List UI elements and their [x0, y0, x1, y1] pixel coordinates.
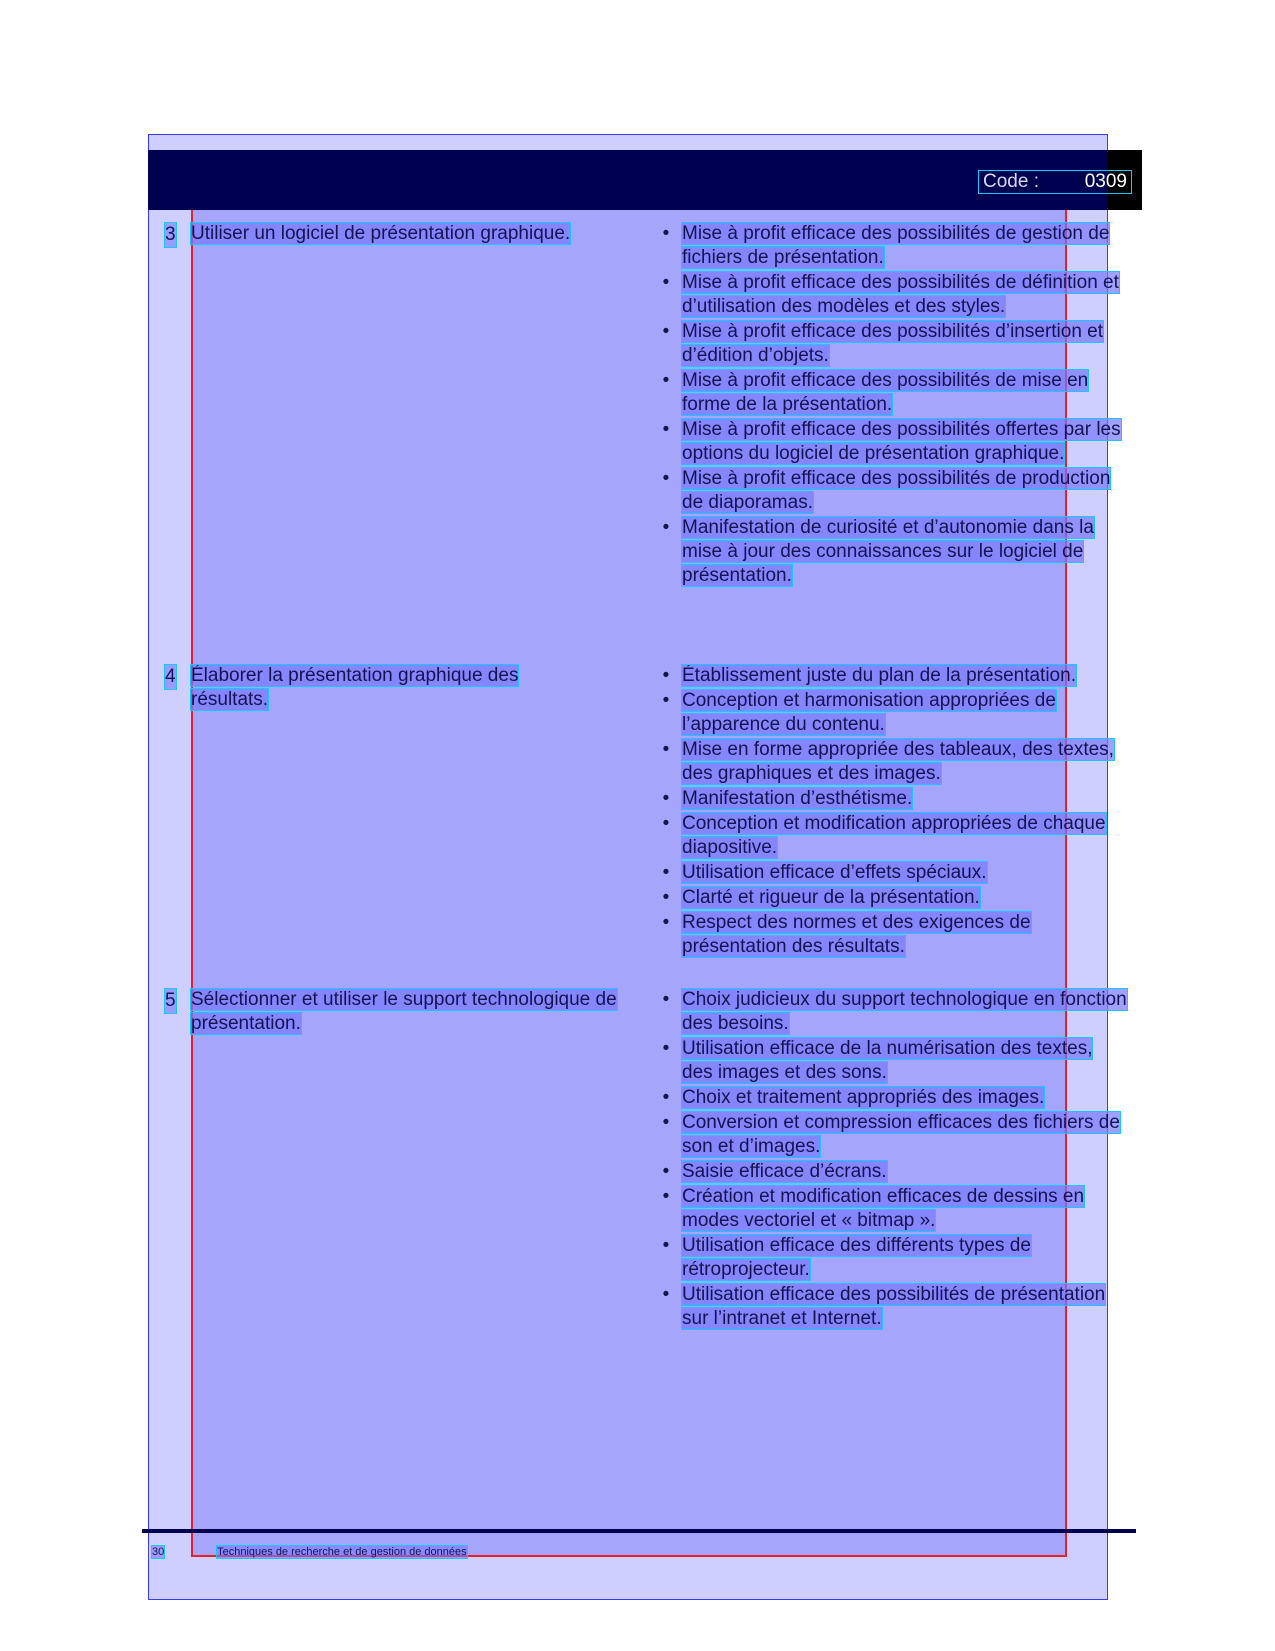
- section-number: 5: [164, 988, 177, 1014]
- criteria-item: • Choix et traitement appropriés des images.: [662, 1087, 1045, 1108]
- criteria-item: • Utilisation efficace des différents types de rétroprojecteur.: [662, 1235, 1031, 1280]
- criteria-item: • Mise en forme appropriée des tableaux, des textes, des graphiques et des images.: [662, 739, 1114, 784]
- code-label: Code :: [983, 171, 1039, 192]
- criteria-item: • Mise à profit efficace des possibilités de mise en forme de la présentation.: [662, 370, 1089, 415]
- criteria-item: • Mise à profit efficace des possibilités de production de diaporamas.: [662, 468, 1111, 513]
- criteria-item: • Utilisation efficace d’effets spéciaux.: [662, 862, 987, 883]
- criteria-item: • Manifestation d’esthétisme.: [662, 788, 913, 809]
- criteria-list: [658, 988, 1128, 1332]
- criteria-item: • Conversion et compression efficaces des fichiers de son et d’images.: [662, 1112, 1120, 1157]
- criteria-item: • Mise à profit efficace des possibilités de gestion de fichiers de présentation.: [662, 223, 1110, 268]
- criteria-item: • Mise à profit efficace des possibilités d’insertion et d’édition d’objets.: [662, 321, 1104, 366]
- criteria-list: [658, 664, 1128, 960]
- section-task: Élaborer la présentation graphique des résultats.: [191, 665, 519, 710]
- criteria-item: • Mise à profit efficace des possibilités de définition et d’utilisation des modèles et des styles.: [662, 272, 1119, 317]
- criteria-item: • Utilisation efficace des possibilités de présentation sur l’intranet et Internet.: [662, 1284, 1106, 1329]
- criteria-item: • Mise à profit efficace des possibilités offertes par les options du logiciel de présentation graphique.: [662, 419, 1121, 464]
- code-box: [978, 170, 1132, 194]
- code-value: 0309: [1084, 171, 1127, 192]
- section-number: 3: [164, 222, 177, 248]
- criteria-item: • Création et modification efficaces de dessins en modes vectoriel et « bitmap ».: [662, 1186, 1085, 1231]
- criteria-item: • Conception et modification appropriées de chaque diapositive.: [662, 813, 1106, 858]
- section-number: 4: [164, 664, 177, 690]
- footer: [152, 1546, 467, 1558]
- criteria-item: • Respect des normes et des exigences de présentation des résultats.: [662, 912, 1031, 957]
- criteria-item: • Manifestation de curiosité et d’autonomie dans la mise à jour des connaissances sur le logiciel de présentation.: [662, 517, 1094, 586]
- criteria-item: • Utilisation efficace de la numérisation des textes, des images et des sons.: [662, 1038, 1093, 1083]
- section-task: Utiliser un logiciel de présentation graphique.: [191, 223, 571, 244]
- criteria-item: • Saisie efficace d’écrans.: [662, 1161, 887, 1182]
- criteria-item: • Conception et harmonisation appropriées de l’apparence du contenu.: [662, 690, 1056, 735]
- footer-title: Techniques de recherche et de gestion de données: [217, 1546, 467, 1558]
- section-task: Sélectionner et utiliser le support technologique de présentation.: [191, 989, 617, 1034]
- criteria-item: • Établissement juste du plan de la présentation.: [662, 665, 1076, 686]
- criteria-item: • Clarté et rigueur de la présentation.: [662, 887, 980, 908]
- criteria-item: • Choix judicieux du support technologique en fonction des besoins.: [662, 989, 1127, 1034]
- criteria-list: [658, 222, 1128, 589]
- page-number: 30: [152, 1546, 165, 1558]
- footer-rule: [142, 1529, 1136, 1533]
